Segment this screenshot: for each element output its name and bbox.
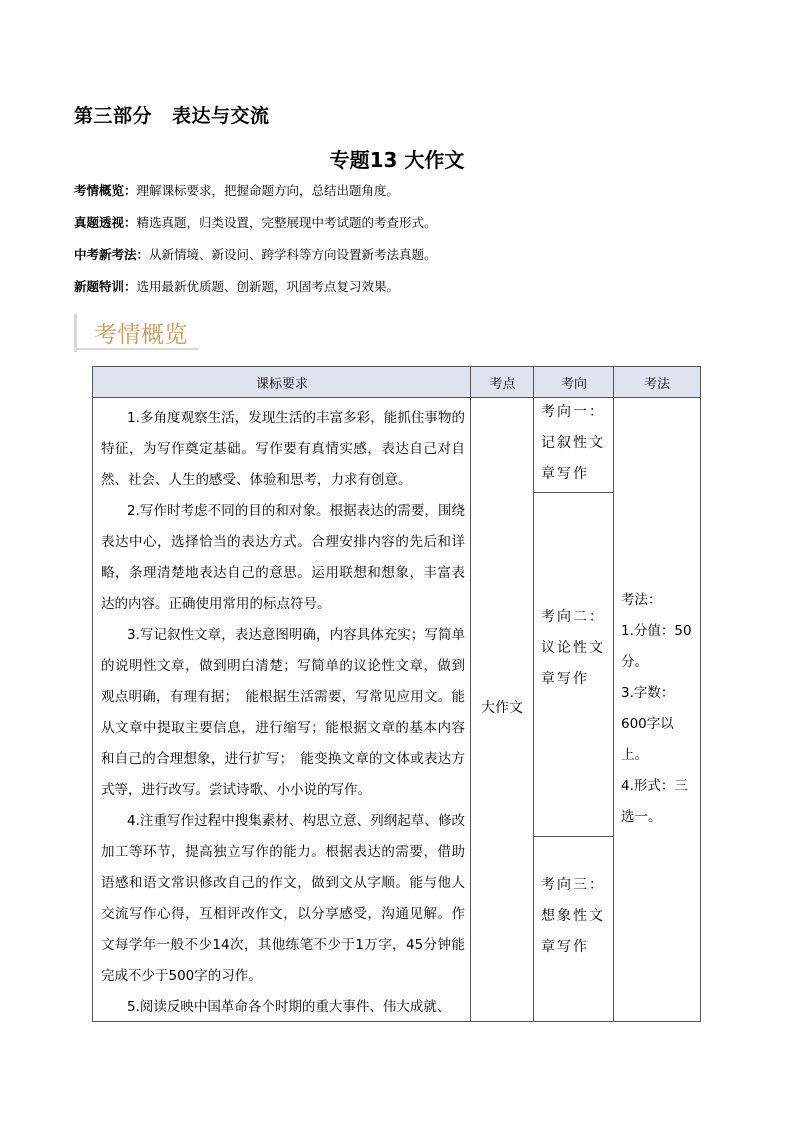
banner-bar [74,314,77,352]
requirement-paragraph: 1.多角度观察生活，发现生活的丰富多彩，能抓住事物的特征，为写作奠定基础。写作要有真情实感，表达自己对自然、社会、人生的感受、体验和思考，力求有创意。 [101,410,465,488]
intro-line [74,182,399,200]
intro-label: 新题特训： [74,279,137,294]
direction-item: 考向一：记叙性文章写作 [541,404,605,482]
exam-table [92,366,701,1022]
intro-label: 考情概览： [74,183,137,198]
section-banner-title: 考情概览 [94,322,188,348]
intro-text: 从新情境、新设问、跨学科等方向设置新考法真题。 [149,247,437,262]
column-divider [470,367,471,1021]
row-divider [534,836,613,837]
requirement-paragraph: 5.阅读反映中国革命各个时期的重大事件、伟大成就、 [127,999,451,1015]
header-point: 考点 [471,367,534,398]
part-title-number: 第三部分 [74,105,153,127]
section-banner [74,306,204,356]
method-line: 4.形式：三选一。 [621,778,688,825]
requirement-paragraph: 3.写记叙性文章，表达意图明确，内容具体充实；写简单的说明性文章，做到明白清楚；写简单的议论性文章，做到观点明确，有理有据； 能根据生活需要，写常见应用文。能从文章中提取主要信息，进行缩写；能根据文章的基本内容和自己的合理想象，进行扩写； 能变换文章的文体或表达方式等，进行改写。尝试诗歌、小小说的写作。 [101,627,465,798]
method-line: 考法： [621,592,662,608]
intro-text: 理解课标要求，把握命题方向，总结出题角度。 [136,183,400,198]
exam-point: 大作文 [481,700,523,716]
direction-item: 考向二：议论性文章写作 [541,609,605,687]
method-cell [621,585,699,833]
intro-line [74,214,437,232]
intro-text: 选用最新优质题、创新题，巩固考点复习效果。 [136,279,400,294]
direction-item: 考向三：想象性文章写作 [541,877,605,955]
requirement-paragraph: 2.写作时考虑不同的目的和对象。根据表达的需要，围绕表达中心，选择恰当的表达方式。合理安排内容的先后和详略，条理清楚地表达自己的意思。运用联想和想象，丰富表达的内容。正确使用常用的标点符号。 [101,503,465,612]
header-direction: 考向 [534,367,614,398]
method-line: 3.字数：600字以上。 [621,685,675,763]
row-divider [534,492,613,493]
header-requirements: 课标要求 [93,367,471,398]
banner-underline [74,348,198,350]
intro-label: 中考新考法： [74,247,150,262]
requirement-paragraph: 4.注重写作过程中搜集素材、构思立意、列纲起草、修改加工等环节，提高独立写作的能力。根据表达的需要，借助语感和语文常识修改自己的作文，做到文从字顺。能与他人交流写作心得，互相评改作文，以分享感受，沟通见解。作文每学年一般不少14次，其他练笔不少于1万字，45分钟能完成不少于500字的习作。 [101,813,465,984]
intro-label: 真题透视： [74,215,137,230]
intro-line [74,278,399,296]
intro-text: 精选真题，归类设置，完整展现中考试题的考查形式。 [136,215,437,230]
topic-title: 专题13 大作文 [329,148,465,172]
method-line: 1.分值：50分。 [621,623,692,670]
part-title-name: 表达与交流 [172,105,270,127]
part-title [74,101,270,128]
column-divider [533,367,534,1021]
intro-line [74,246,437,264]
requirements-cell [101,403,465,1023]
header-method: 考法 [614,367,700,398]
column-divider [613,367,614,1021]
